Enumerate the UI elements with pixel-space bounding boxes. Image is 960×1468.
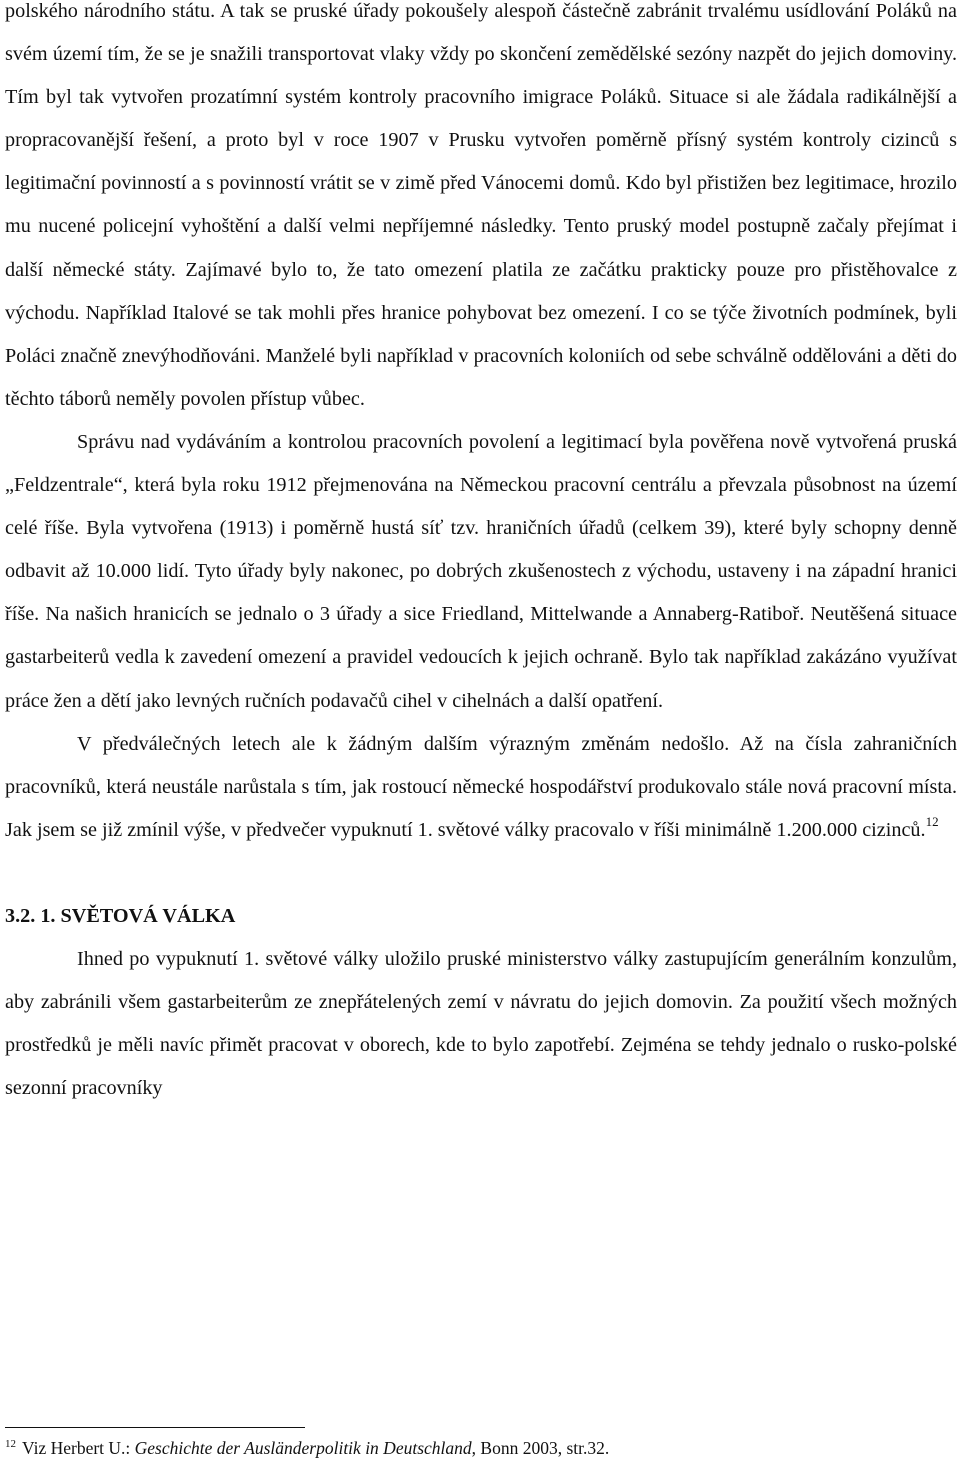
footnote-separator	[5, 1427, 305, 1428]
footnote-book-title: Geschichte der Ausländerpolitik in Deutschland	[134, 1438, 472, 1458]
paragraph-text: V předválečných letech ale k žádným dalším výrazným změnám nedošlo. Až na čísla zahraničních pracovníků, která neustále narůstala s tím, jak rostoucí německé hospodářství produkovalo stále nová pracovní místa. Jak jsem se již zmínil výše, v předvečer vypuknutí 1. světové války pracovalo v říši minimálně 1.200.000 cizinců.	[5, 732, 957, 841]
footnote	[5, 1436, 955, 1460]
paragraph-text: Ihned po vypuknutí 1. světové války uložilo pruské ministerstvo války zastupujícím generálním konzulům, aby zabránili všem gastarbeiterům ze znepřátelených zemí v návratu do jejich domovin. Za použití všech možných prostředků je měli navíc přimět pracovat v oborech, kde to bylo zapotřebí. Zejména se tehdy jednalo o rusko-polské sezonní pracovníky	[5, 947, 957, 1100]
paragraph-feldzentrale	[5, 421, 957, 723]
paragraph-world-war-one	[5, 938, 957, 1110]
footnote-number: 12	[5, 1438, 16, 1450]
footnote-publication: , Bonn 2003, str.32.	[471, 1438, 610, 1458]
body-text	[5, 0, 957, 1110]
footnote-reference[interactable]: 12	[925, 813, 939, 829]
paragraph-prewar-years	[5, 723, 957, 852]
paragraph-text: polského národního státu. A tak se pruské úřady pokoušely alespoň částečně zabránit trvalému usídlování Poláků na svém území tím, že se je snažili transportovat vlaky vždy po skončení zemědělské sezóny nazpět do jejich domoviny. Tím byl tak vytvořen prozatímní systém kontroly pracovního imigrace Poláků. Situace si ale žádala radikálnější a propracovanější řešení, a proto byl v roce 1907 v Prusku vytvořen poměrně přísný systém kontroly cizinců s legitimační povinností a s povinností vrátit se v zimě před Vánocemi domů. Kdo byl přistižen bez legitimace, hrozilo mu nucené policejní vyhoštění a další velmi nepříjemné následky. Tento pruský model postupně začaly přejímat i další německé státy. Zajímavé bylo to, že tato omezení platila ze začátku prakticky pouze pro přistěhovalce z východu. Například Italové se tak mohli přes hranice pohybovat bez omezení. I co se týče životních podmínek, byli Poláci značně znevýhodňováni. Manželé byli například v pracovních koloniích od sebe schválně oddělováni a děti do těchto táborů neměly povolen přístup vůbec.	[5, 0, 957, 410]
paragraph-polish-workers	[5, 0, 957, 421]
section-heading: 3.2. 1. SVĚTOVÁ VÁLKA	[5, 904, 236, 927]
spacer	[5, 852, 957, 895]
footnote-author: Viz Herbert U.:	[22, 1438, 135, 1458]
paragraph-text: Správu nad vydáváním a kontrolou pracovních povolení a legitimací byla pověřena nově vytvořená pruská „Feldzentrale“, která byla roku 1912 přejmenována na Německou pracovní centrálu a převzala působnost na území celé říše. Byla vytvořena (1913) i poměrně hustá síť tzv. hraničních úřadů (celkem 39), které byly schopny denně odbavit až 10.000 lidí. Tyto úřady byly nakonec, po dobrých zkušenostech z východu, ustaveny i na západní hranici říše. Na našich hranicích se jednalo o 3 úřady a sice Friedland, Mittelwande a Annaberg-Ratiboř. Neutěšená situace gastarbeiterů vedla k zavedení omezení a pravidel vedoucích k jejich ochraně. Bylo tak například zakázáno využívat práce žen a dětí jako levných ručních podavačů cihel v cihelnách a další opatření.	[5, 430, 957, 712]
